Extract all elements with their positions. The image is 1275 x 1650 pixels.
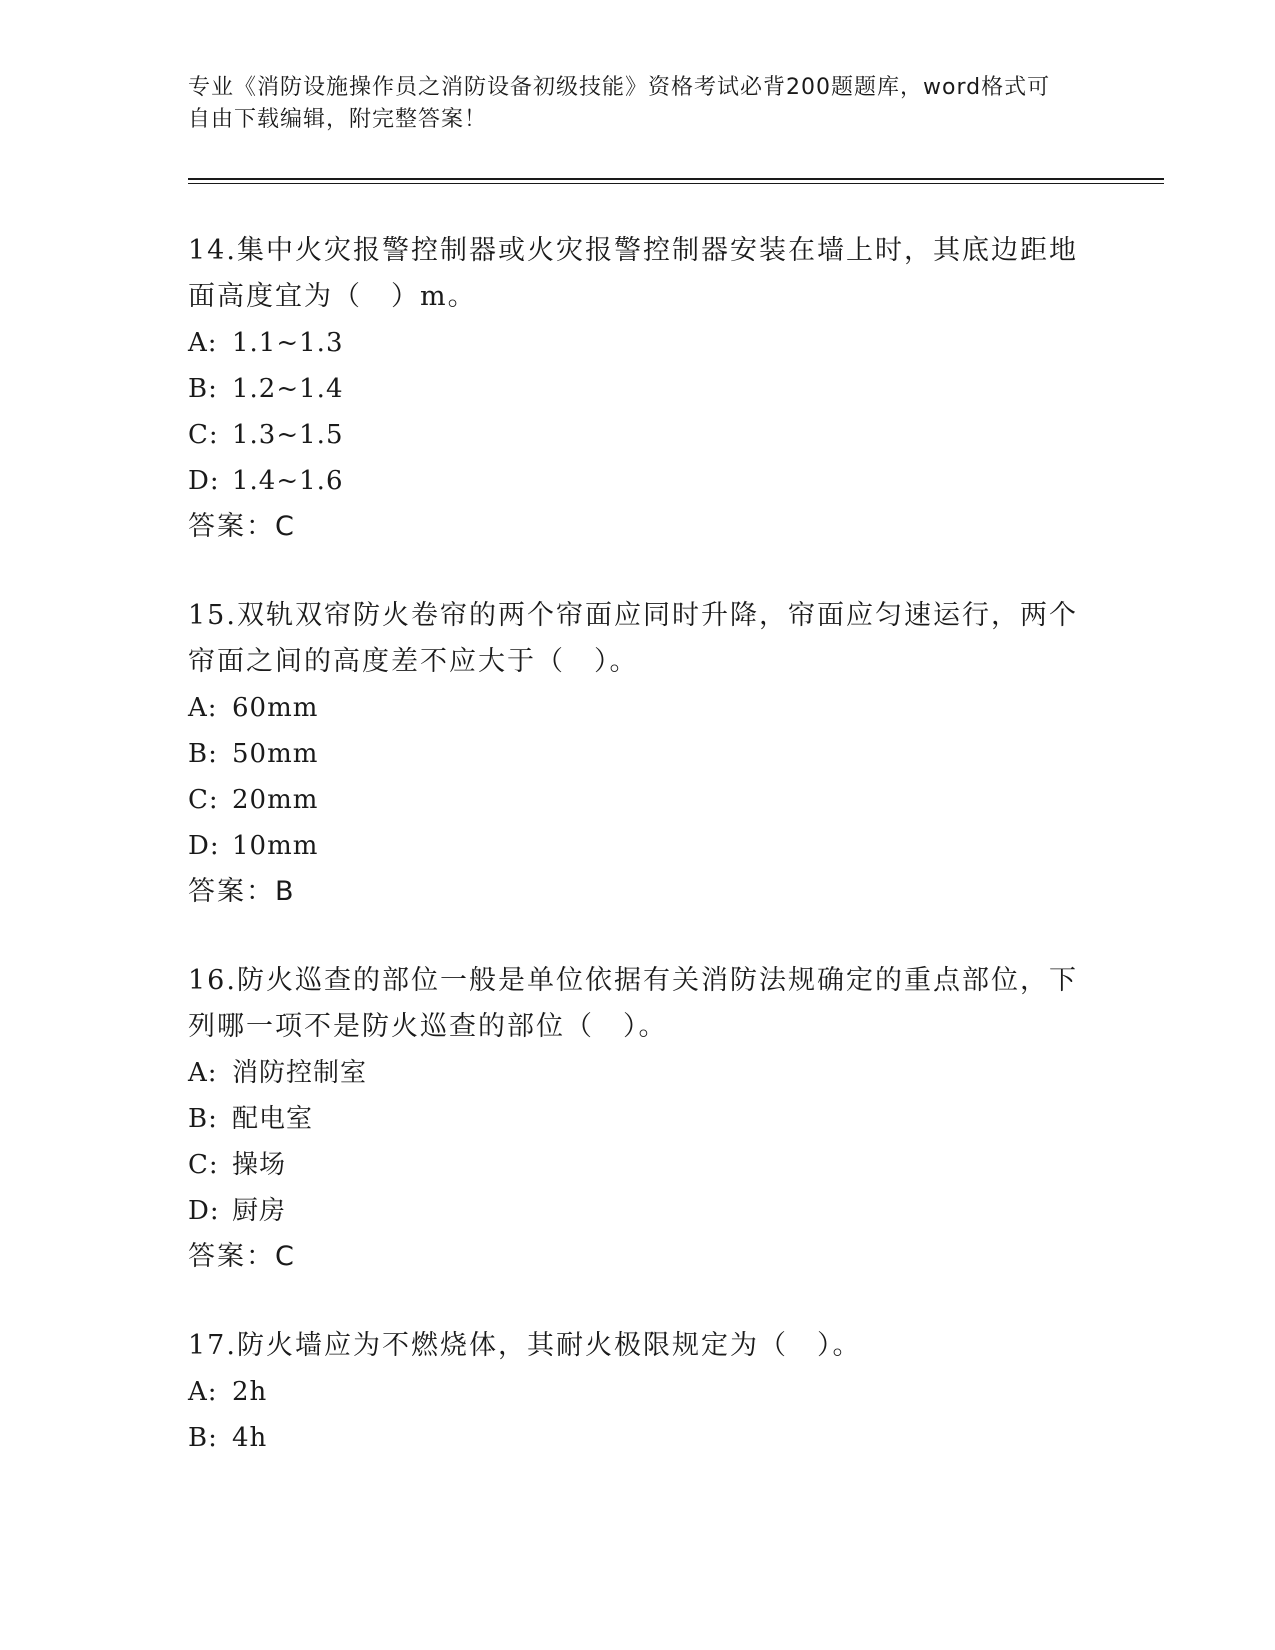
option-text: 1.3~1.5 — [232, 420, 344, 450]
question-16 — [188, 958, 1088, 1280]
option-letter: D: — [188, 1196, 220, 1226]
option-b — [188, 366, 1088, 412]
option-d — [188, 458, 1088, 504]
option-a — [188, 320, 1088, 366]
option-d — [188, 1188, 1088, 1234]
question-stem: 16.防火巡查的部位一般是单位依据有关消防法规确定的重点部位，下列哪一项不是防火巡查的部位（ ）。 — [188, 965, 1078, 1042]
answer-line — [188, 1234, 1088, 1280]
option-letter: A: — [188, 1058, 218, 1088]
option-letter: A: — [188, 1377, 218, 1407]
option-text: 60mm — [232, 693, 319, 723]
option-text: 1.4~1.6 — [232, 466, 344, 496]
option-letter: B: — [188, 374, 218, 404]
question-17 — [188, 1323, 1088, 1461]
option-text: 4h — [232, 1423, 268, 1453]
answer-label: 答案： — [188, 876, 275, 907]
option-letter: B: — [188, 1104, 218, 1134]
answer-line — [188, 869, 1088, 915]
option-c — [188, 412, 1088, 458]
answer-label: 答案： — [188, 1241, 275, 1272]
option-letter: C: — [188, 420, 219, 450]
option-text: 1.1~1.3 — [232, 328, 344, 358]
option-text: 20mm — [232, 785, 319, 815]
option-text: 操场 — [232, 1150, 287, 1180]
option-text: 消防控制室 — [232, 1058, 368, 1088]
option-text: 50mm — [232, 739, 319, 769]
header-divider-thin — [188, 183, 1164, 184]
option-letter: B: — [188, 1423, 218, 1453]
option-text: 厨房 — [232, 1196, 287, 1226]
question-stem: 14.集中火灾报警控制器或火灾报警控制器安装在墙上时，其底边距地面高度宜为（ ）m。 — [188, 235, 1078, 312]
option-b — [188, 731, 1088, 777]
option-c — [188, 1142, 1088, 1188]
option-b — [188, 1096, 1088, 1142]
option-letter: D: — [188, 831, 220, 861]
document-intro: 专业《消防设施操作员之消防设备初级技能》资格考试必背200题题库，word格式可自由下载编辑，附完整答案！ — [188, 75, 1051, 132]
option-a — [188, 685, 1088, 731]
option-letter: D: — [188, 466, 220, 496]
option-letter: C: — [188, 1150, 219, 1180]
question-14 — [188, 228, 1088, 550]
option-text: 2h — [232, 1377, 268, 1407]
option-text: 10mm — [232, 831, 319, 861]
answer-label: 答案： — [188, 511, 275, 542]
option-letter: C: — [188, 785, 219, 815]
option-text: 配电室 — [232, 1104, 314, 1134]
option-d — [188, 823, 1088, 869]
option-text: 1.2~1.4 — [232, 374, 344, 404]
option-letter: A: — [188, 693, 218, 723]
answer-line — [188, 504, 1088, 550]
answer-value: C — [275, 511, 294, 542]
question-stem: 15.双轨双帘防火卷帘的两个帘面应同时升降，帘面应匀速运行，两个帘面之间的高度差不应大于（ ）。 — [188, 600, 1078, 677]
option-letter: B: — [188, 739, 218, 769]
option-a — [188, 1369, 1088, 1415]
answer-value: C — [275, 1241, 294, 1272]
option-b — [188, 1415, 1088, 1461]
option-c — [188, 777, 1088, 823]
option-letter: A: — [188, 328, 218, 358]
question-stem: 17.防火墙应为不燃烧体，其耐火极限规定为（ ）。 — [188, 1330, 862, 1361]
header-divider-thick — [188, 178, 1164, 180]
answer-value: B — [275, 876, 294, 907]
option-a — [188, 1050, 1088, 1096]
question-15 — [188, 593, 1088, 915]
